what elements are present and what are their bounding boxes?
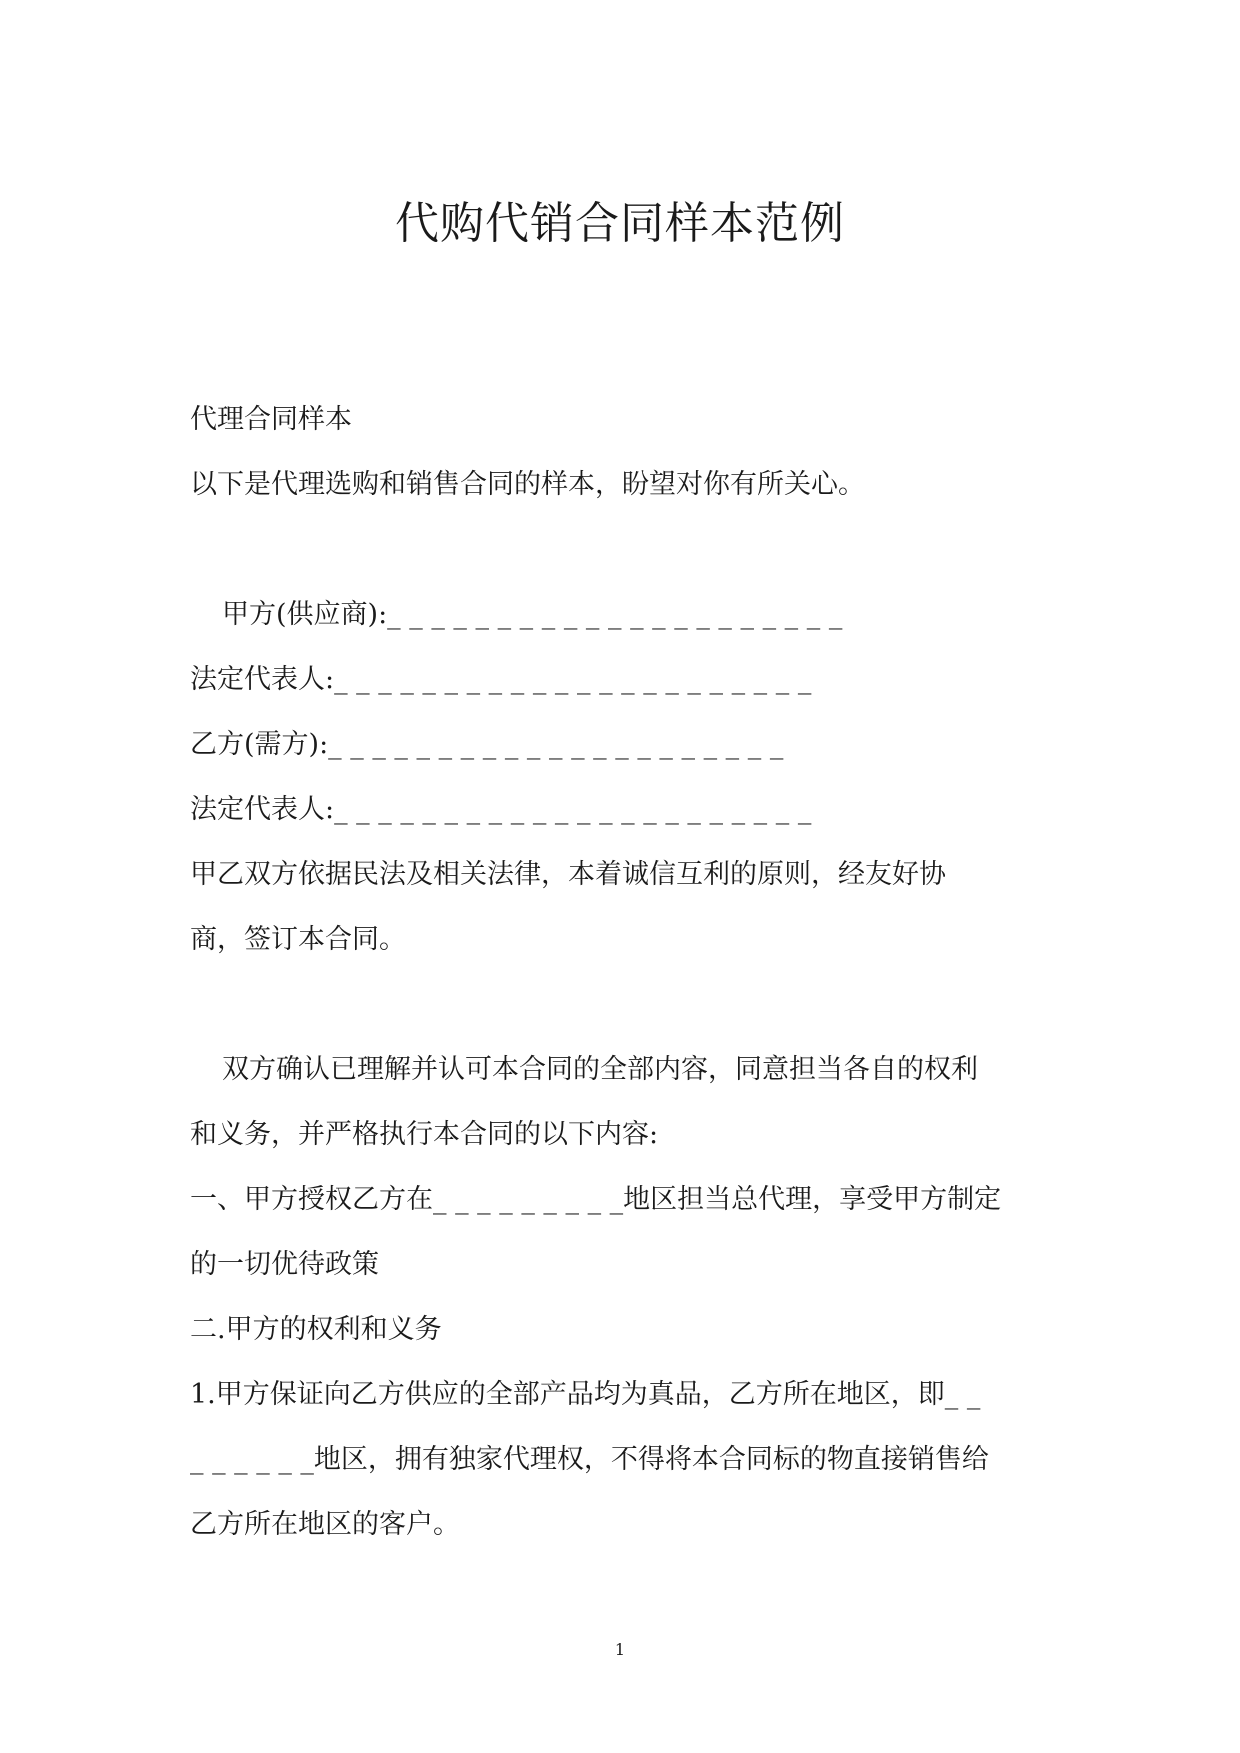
document-body <box>190 387 1060 1557</box>
party-b-field: 乙方(需方):_ _ _ _ _ _ _ _ _ _ _ _ _ _ _ _ _ _ _ _ _ <box>190 729 784 760</box>
party-a-representative-field: 法定代表人:_ _ _ _ _ _ _ _ _ _ _ _ _ _ _ _ _ _ _ _ _ _ <box>190 664 812 695</box>
blank-line <box>190 972 1060 1037</box>
document-title: 代购代销合同样本范例 <box>395 198 845 249</box>
blank-line <box>190 517 1060 582</box>
clause-one: 一、甲方授权乙方在_ _ _ _ _ _ _ _ _地区担当总代理，享受甲方制定 <box>190 1184 1002 1215</box>
page-number: 1 <box>614 1640 626 1659</box>
paragraph-agreement: 甲乙双方依据民法及相关法律，本着诚信互利的原则，经友好协 <box>190 859 946 890</box>
clause-two-item-1: 1.甲方保证向乙方供应的全部产品均为真品，乙方所在地区，即_ _ <box>190 1379 981 1410</box>
party-b-representative-field: 法定代表人:_ _ _ _ _ _ _ _ _ _ _ _ _ _ _ _ _ _ _ _ _ _ <box>190 794 812 825</box>
paragraph-heading: 代理合同样本 <box>190 404 352 435</box>
paragraph-confirmation-cont: 和义务，并严格执行本合同的以下内容: <box>190 1119 659 1150</box>
clause-two-item-1-end: 乙方所在地区的客户。 <box>190 1509 460 1540</box>
paragraph-agreement-cont: 商，签订本合同。 <box>190 924 406 955</box>
paragraph-intro: 以下是代理选购和销售合同的样本，盼望对你有所关心。 <box>190 469 865 500</box>
paragraph-confirmation: 双方确认已理解并认可本合同的全部内容，同意担当各自的权利 <box>222 1054 978 1085</box>
clause-one-cont: 的一切优待政策 <box>190 1249 379 1280</box>
party-a-field: 甲方(供应商):_ _ _ _ _ _ _ _ _ _ _ _ _ _ _ _ _ _ _ _ _ <box>222 599 843 630</box>
clause-two-heading: 二.甲方的权利和义务 <box>190 1314 442 1345</box>
clause-two-item-1-cont: _ _ _ _ _ _地区，拥有独家代理权，不得将本合同标的物直接销售给 <box>190 1444 989 1475</box>
